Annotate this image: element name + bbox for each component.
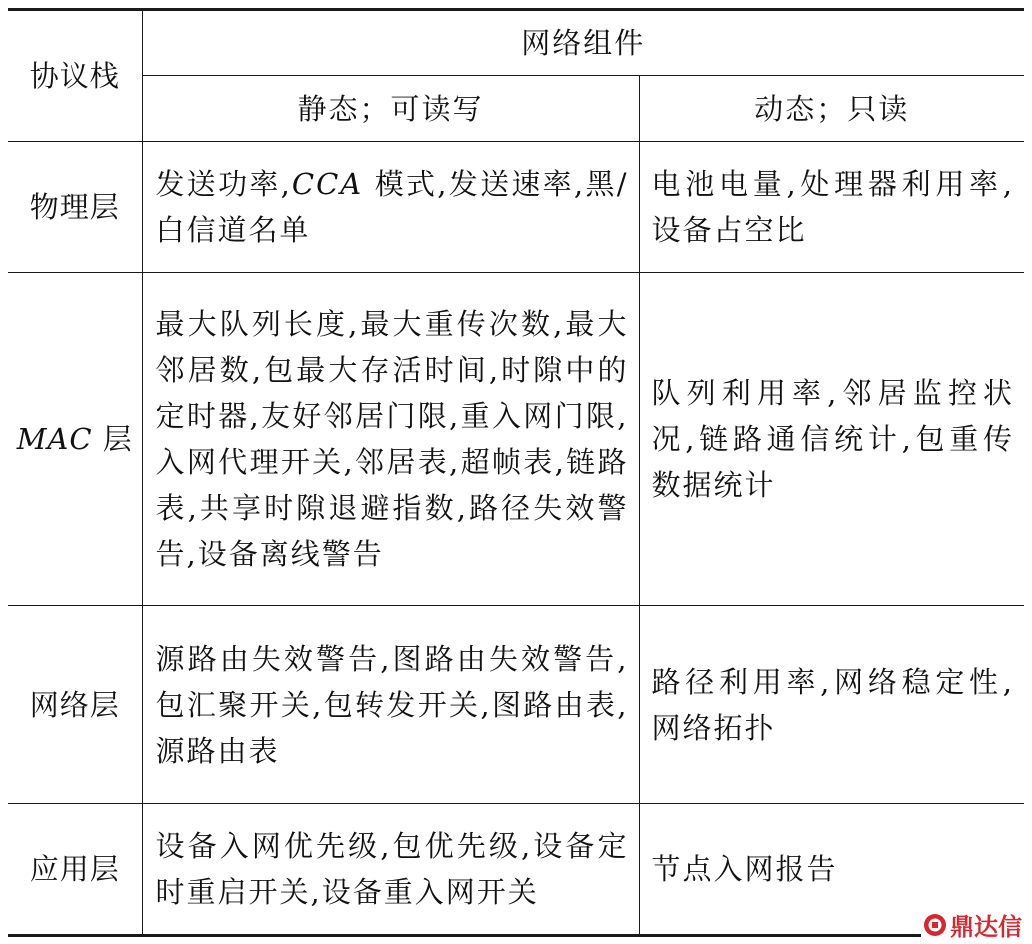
header-static: 静态；可读写	[142, 76, 639, 142]
static-cell-physical	[142, 142, 639, 273]
dynamic-cell-application: 节点入网报告	[639, 804, 1024, 936]
table-header-row-1	[8, 10, 1024, 76]
dynamic-cell-physical: 电池电量,处理器利用率,设备占空比	[639, 142, 1024, 273]
layer-name-physical: 物理层	[8, 142, 142, 273]
static-text-italic: CCA	[291, 167, 364, 201]
table-row-mac	[8, 273, 1024, 606]
component-table-container	[8, 8, 1024, 937]
watermark	[921, 907, 1024, 942]
table-header-row-2	[8, 76, 1024, 142]
brand-logo-icon	[923, 913, 947, 937]
layer-name-italic: MAC	[16, 422, 93, 456]
static-cell-network: 源路由失效警告,图路由失效警告,包汇聚开关,包转发开关,图路由表,源路由表	[142, 606, 639, 804]
static-cell-application: 设备入网优先级,包优先级,设备定时重启开关,设备重入网开关	[142, 804, 639, 936]
static-text-part: 发送功率,	[155, 167, 292, 201]
header-protocol-stack: 协议栈	[8, 10, 142, 142]
layer-name-rest: 层	[92, 422, 133, 456]
header-network-component: 网络组件	[142, 10, 1024, 76]
layer-name-mac	[8, 273, 142, 606]
table-row-application	[8, 804, 1024, 936]
table-row-physical	[8, 142, 1024, 273]
static-text-part: 模式,发送速率,黑/白信道名单	[155, 167, 629, 247]
layer-name-network: 网络层	[8, 606, 142, 804]
static-cell-mac: 最大队列长度,最大重传次数,最大邻居数,包最大存活时间,时隙中的定时器,友好邻居门限,重入网门限,入网代理开关,邻居表,超帧表,链路表,共享时隙退避指数,路径失效警告,设备离线警告	[142, 273, 639, 606]
dynamic-cell-mac: 队列利用率,邻居监控状况,链路通信统计,包重传数据统计	[639, 273, 1024, 606]
watermark-text: 鼎达信	[950, 913, 1022, 941]
layer-name-application: 应用层	[8, 804, 142, 936]
table-row-network	[8, 606, 1024, 804]
dynamic-cell-network: 路径利用率,网络稳定性,网络拓扑	[639, 606, 1024, 804]
header-dynamic: 动态；只读	[639, 76, 1024, 142]
network-component-table	[8, 8, 1024, 937]
